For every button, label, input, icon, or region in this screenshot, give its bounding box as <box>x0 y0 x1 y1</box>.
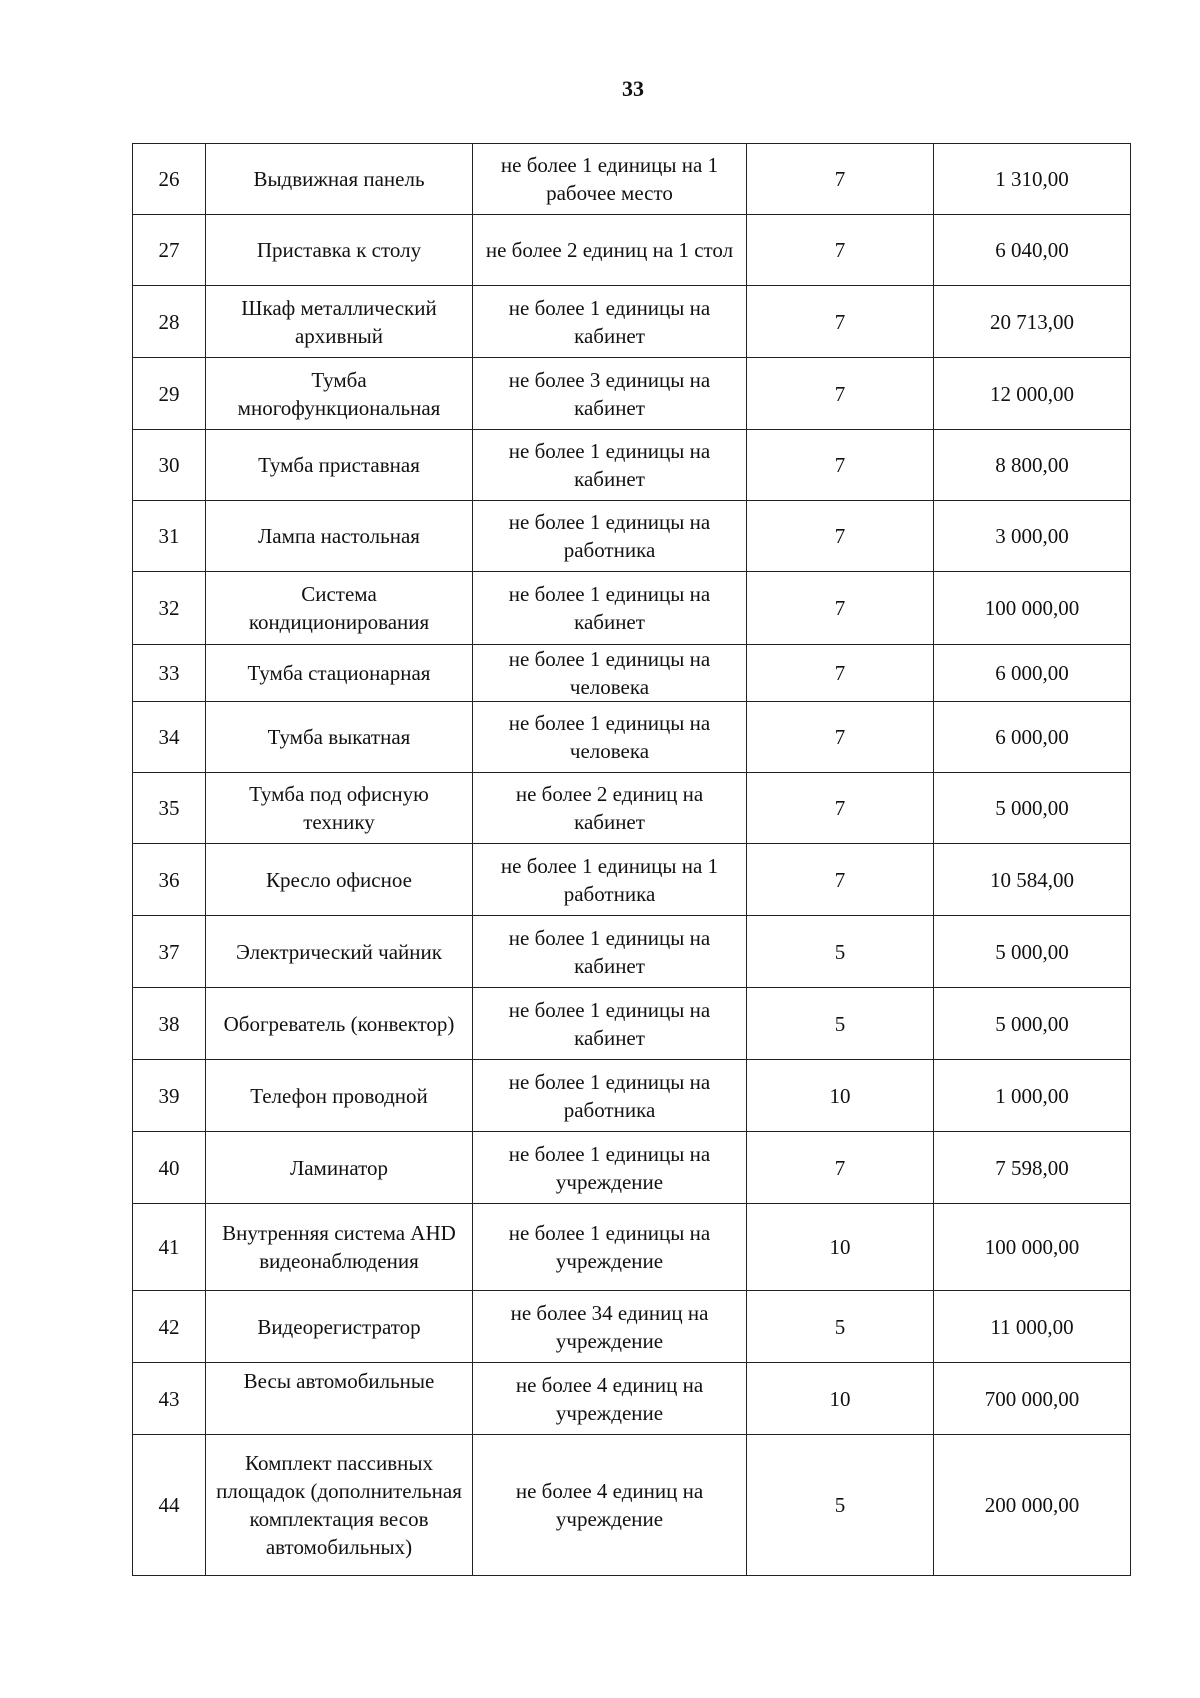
price-cell: 8 800,00 <box>934 430 1131 501</box>
table-row <box>133 572 1131 645</box>
quantity-norm-cell: не более 1 единицы на работника <box>473 501 747 572</box>
item-name-cell: Шкаф металлический архивный <box>206 286 473 358</box>
quantity-norm-cell: не более 1 единицы на 1 рабочее место <box>473 144 747 215</box>
quantity-norm-cell: не более 1 единицы на кабинет <box>473 572 747 645</box>
service-life-cell: 7 <box>747 1132 934 1204</box>
service-life-cell: 7 <box>747 773 934 844</box>
service-life-cell: 5 <box>747 916 934 988</box>
table-row <box>133 1060 1131 1132</box>
table-row <box>133 501 1131 572</box>
table-row <box>133 773 1131 844</box>
service-life-cell: 7 <box>747 144 934 215</box>
service-life-cell: 7 <box>747 430 934 501</box>
item-name-cell: Обогреватель (конвектор) <box>206 988 473 1060</box>
row-number-cell: 43 <box>133 1363 206 1435</box>
item-name-cell: Кресло офисное <box>206 844 473 916</box>
table-row <box>133 1204 1131 1291</box>
price-cell: 20 713,00 <box>934 286 1131 358</box>
quantity-norm-cell: не более 1 единицы на человека <box>473 645 747 702</box>
quantity-norm-cell: не более 4 единиц на учреждение <box>473 1435 747 1576</box>
quantity-norm-cell: не более 2 единиц на 1 стол <box>473 215 747 286</box>
item-name-cell: Телефон проводной <box>206 1060 473 1132</box>
item-name-cell: Выдвижная панель <box>206 144 473 215</box>
item-name-cell: Тумба стационарная <box>206 645 473 702</box>
row-number-cell: 32 <box>133 572 206 645</box>
row-number-cell: 30 <box>133 430 206 501</box>
quantity-norm-cell: не более 1 единицы на работника <box>473 1060 747 1132</box>
quantity-norm-cell: не более 3 единицы на кабинет <box>473 358 747 430</box>
row-number-cell: 34 <box>133 702 206 773</box>
quantity-norm-cell: не более 1 единицы на кабинет <box>473 988 747 1060</box>
row-number-cell: 35 <box>133 773 206 844</box>
table-row <box>133 844 1131 916</box>
row-number-cell: 37 <box>133 916 206 988</box>
service-life-cell: 7 <box>747 215 934 286</box>
price-cell: 200 000,00 <box>934 1435 1131 1576</box>
row-number-cell: 39 <box>133 1060 206 1132</box>
quantity-norm-cell: не более 1 единицы на учреждение <box>473 1204 747 1291</box>
price-cell: 700 000,00 <box>934 1363 1131 1435</box>
price-cell: 7 598,00 <box>934 1132 1131 1204</box>
service-life-cell: 10 <box>747 1204 934 1291</box>
service-life-cell: 7 <box>747 645 934 702</box>
price-cell: 11 000,00 <box>934 1291 1131 1363</box>
quantity-norm-cell: не более 34 единиц на учреждение <box>473 1291 747 1363</box>
item-name-cell: Тумба приставная <box>206 430 473 501</box>
quantity-norm-cell: не более 1 единицы на 1 работника <box>473 844 747 916</box>
price-cell: 6 040,00 <box>934 215 1131 286</box>
item-name-cell: Тумба под офисную технику <box>206 773 473 844</box>
price-cell: 5 000,00 <box>934 773 1131 844</box>
service-life-cell: 7 <box>747 702 934 773</box>
price-cell: 6 000,00 <box>934 645 1131 702</box>
table-row <box>133 430 1131 501</box>
price-cell: 6 000,00 <box>934 702 1131 773</box>
row-number-cell: 38 <box>133 988 206 1060</box>
service-life-cell: 7 <box>747 501 934 572</box>
service-life-cell: 7 <box>747 572 934 645</box>
service-life-cell: 5 <box>747 1435 934 1576</box>
row-number-cell: 40 <box>133 1132 206 1204</box>
quantity-norm-cell: не более 1 единицы на кабинет <box>473 286 747 358</box>
table-row <box>133 286 1131 358</box>
row-number-cell: 27 <box>133 215 206 286</box>
table-row <box>133 358 1131 430</box>
price-cell: 3 000,00 <box>934 501 1131 572</box>
row-number-cell: 31 <box>133 501 206 572</box>
quantity-norm-cell: не более 1 единицы на кабинет <box>473 430 747 501</box>
item-name-cell: Внутренняя система AHD видеонаблюдения <box>206 1204 473 1291</box>
row-number-cell: 33 <box>133 645 206 702</box>
item-name-cell: Электрический чайник <box>206 916 473 988</box>
item-name-cell: Система кондиционирования <box>206 572 473 645</box>
price-cell: 1 310,00 <box>934 144 1131 215</box>
row-number-cell: 41 <box>133 1204 206 1291</box>
row-number-cell: 36 <box>133 844 206 916</box>
equipment-table <box>132 143 1131 1576</box>
item-name-cell: Приставка к столу <box>206 215 473 286</box>
quantity-norm-cell: не более 1 единицы на человека <box>473 702 747 773</box>
quantity-norm-cell: не более 1 единицы на учреждение <box>473 1132 747 1204</box>
row-number-cell: 44 <box>133 1435 206 1576</box>
item-name-cell: Тумба выкатная <box>206 702 473 773</box>
service-life-cell: 10 <box>747 1363 934 1435</box>
item-name-cell: Весы автомобильные <box>206 1363 473 1435</box>
table-row <box>133 144 1131 215</box>
price-cell: 1 000,00 <box>934 1060 1131 1132</box>
table-row <box>133 988 1131 1060</box>
item-name-cell: Лампа настольная <box>206 501 473 572</box>
price-cell: 5 000,00 <box>934 916 1131 988</box>
quantity-norm-cell: не более 2 единиц на кабинет <box>473 773 747 844</box>
table-row <box>133 215 1131 286</box>
price-cell: 100 000,00 <box>934 1204 1131 1291</box>
table-row <box>133 702 1131 773</box>
price-cell: 5 000,00 <box>934 988 1131 1060</box>
price-cell: 100 000,00 <box>934 572 1131 645</box>
table-row <box>133 645 1131 702</box>
service-life-cell: 10 <box>747 1060 934 1132</box>
item-name-cell: Комплект пассивных площадок (дополнительная комплектация весов автомобильных) <box>206 1435 473 1576</box>
table-row <box>133 1435 1131 1576</box>
quantity-norm-cell: не более 4 единиц на учреждение <box>473 1363 747 1435</box>
service-life-cell: 5 <box>747 988 934 1060</box>
row-number-cell: 29 <box>133 358 206 430</box>
table-row <box>133 1291 1131 1363</box>
table-row <box>133 1363 1131 1435</box>
item-name-cell: Ламинатор <box>206 1132 473 1204</box>
table-row <box>133 916 1131 988</box>
item-name-cell: Тумба многофункциональная <box>206 358 473 430</box>
row-number-cell: 42 <box>133 1291 206 1363</box>
page-number: 33 <box>622 76 644 101</box>
row-number-cell: 26 <box>133 144 206 215</box>
service-life-cell: 7 <box>747 286 934 358</box>
item-name-cell: Видеорегистратор <box>206 1291 473 1363</box>
table-row <box>133 1132 1131 1204</box>
price-cell: 12 000,00 <box>934 358 1131 430</box>
quantity-norm-cell: не более 1 единицы на кабинет <box>473 916 747 988</box>
price-cell: 10 584,00 <box>934 844 1131 916</box>
service-life-cell: 7 <box>747 358 934 430</box>
service-life-cell: 5 <box>747 1291 934 1363</box>
service-life-cell: 7 <box>747 844 934 916</box>
row-number-cell: 28 <box>133 286 206 358</box>
